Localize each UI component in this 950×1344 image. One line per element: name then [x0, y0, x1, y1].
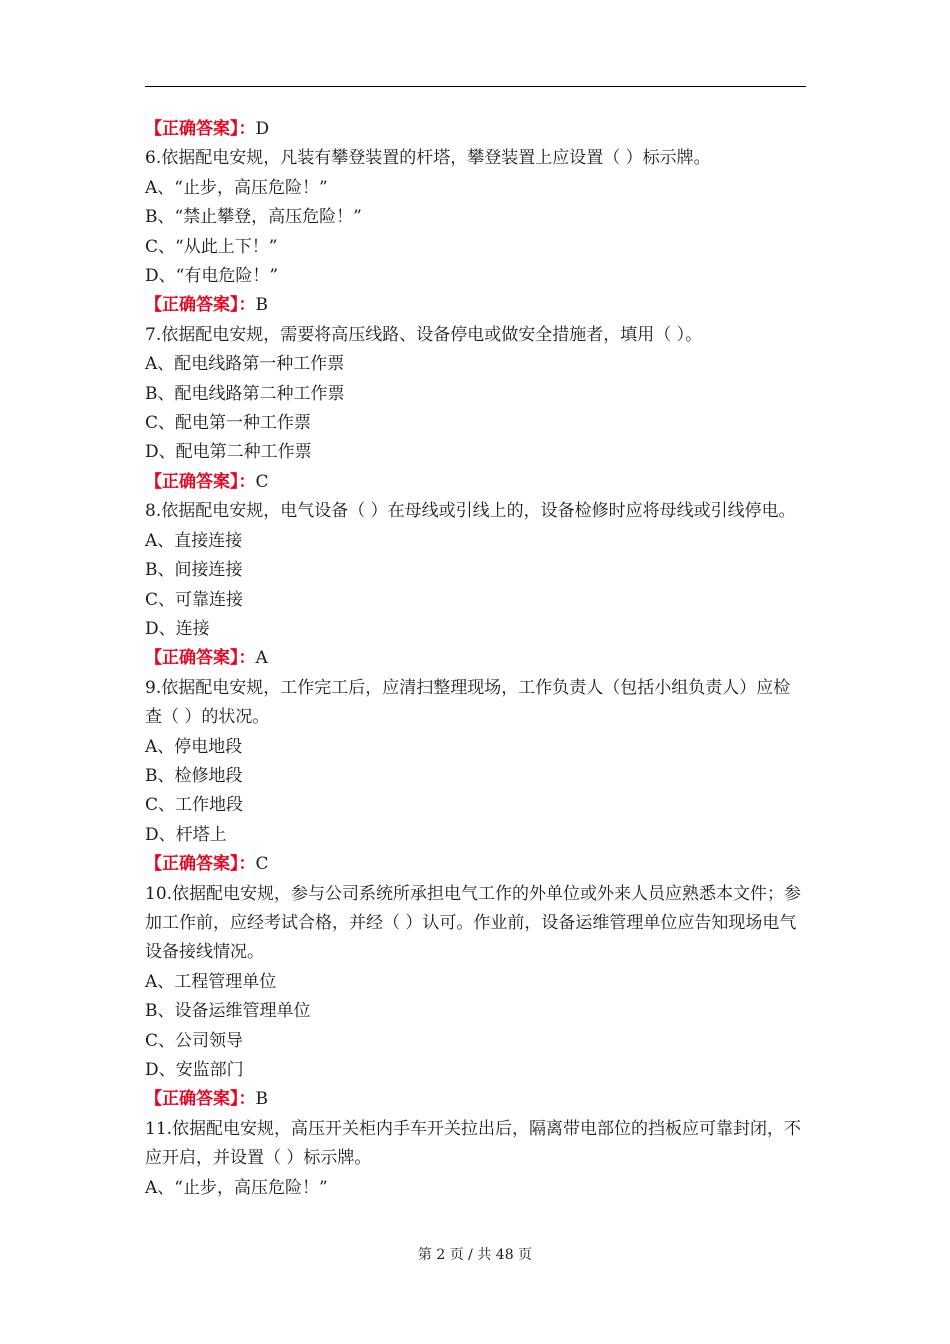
answer-option: B、间接连接: [145, 560, 243, 581]
correct-answer: [145, 291, 807, 320]
correct-answer: [145, 1085, 807, 1114]
correct-answer-label: 【正确答案】：: [145, 119, 256, 139]
correct-answer: [145, 468, 807, 497]
document-body: [145, 115, 807, 1203]
answer-option: D、安监部门: [145, 1060, 244, 1080]
correct-answer: [145, 644, 807, 673]
answer-option: D、连接: [145, 618, 210, 639]
correct-answer-value: C: [255, 471, 269, 492]
answer-option: A、停电地段: [145, 736, 243, 757]
correct-answer-label: 【正确答案】：: [145, 648, 256, 669]
answer-option: B、检修地段: [145, 765, 243, 786]
correct-answer-label: 【正确答案】：: [145, 1089, 256, 1110]
question-text: 9.依据配电安规，工作完工后，应清扫整理现场，工作负责人（包括小组负责人）应检查（ ）的状况。: [145, 677, 791, 728]
question-text: 6.依据配电安规，凡装有攀登装置的杆塔，攀登装置上应设置（ ）标示牌。: [145, 148, 711, 169]
answer-option: A、配电线路第一种工作票: [145, 354, 345, 375]
answer-option: C、可靠连接: [145, 589, 244, 610]
answer-option: C、公司领导: [145, 1030, 244, 1051]
answer-option: B、“禁止攀登，高压危险！”: [145, 207, 362, 228]
header-rule: [145, 86, 806, 87]
correct-answer: [145, 115, 807, 144]
correct-answer-label: 【正确答案】：: [145, 854, 256, 875]
answer-option: D、“有电危险！”: [145, 266, 279, 287]
correct-answer-value: C: [255, 854, 269, 875]
question-text: 7.依据配电安规，需要将高压线路、设备停电或做安全措施者，填用（ ）。: [145, 324, 703, 345]
answer-option: A、直接连接: [145, 530, 243, 551]
question-text: 10.依据配电安规，参与公司系统所承担电气工作的外单位或外来人员应熟悉本文件；参加工作前，应经考试合格，并经（ ）认可。作业前，设备运维管理单位应告知现场电气设备接线情况。: [145, 883, 802, 963]
correct-answer-value: A: [255, 648, 268, 669]
answer-option: D、杆塔上: [145, 824, 227, 845]
question-text: 8.依据配电安规，电气设备（ ）在母线或引线上的，设备检修时应将母线或引线停电。: [145, 501, 796, 522]
answer-option: B、配电线路第二种工作票: [145, 383, 345, 404]
answer-option: A、“止步，高压危险！”: [145, 177, 328, 198]
correct-answer-value: B: [255, 295, 268, 316]
correct-answer-value: D: [255, 119, 270, 139]
answer-option: B、设备运维管理单位: [145, 1001, 311, 1022]
answer-option: C、工作地段: [145, 795, 244, 816]
answer-option: A、工程管理单位: [145, 971, 277, 992]
answer-option: C、“从此上下！”: [145, 236, 278, 257]
question-text: 11.依据配电安规，高压开关柜内手车开关拉出后，隔离带电部位的挡板应可靠封闭，不应开启，并设置（ ）标示牌。: [145, 1118, 802, 1169]
correct-answer: [145, 850, 807, 879]
answer-option: D、配电第二种工作票: [145, 442, 312, 463]
answer-option: C、配电第一种工作票: [145, 413, 312, 434]
correct-answer-value: B: [255, 1089, 268, 1110]
page-footer: 第 2 页 / 共 48 页: [417, 1247, 533, 1263]
correct-answer-label: 【正确答案】：: [145, 295, 256, 316]
answer-option: A、“止步，高压危险！”: [145, 1177, 328, 1198]
correct-answer-label: 【正确答案】：: [145, 471, 256, 492]
